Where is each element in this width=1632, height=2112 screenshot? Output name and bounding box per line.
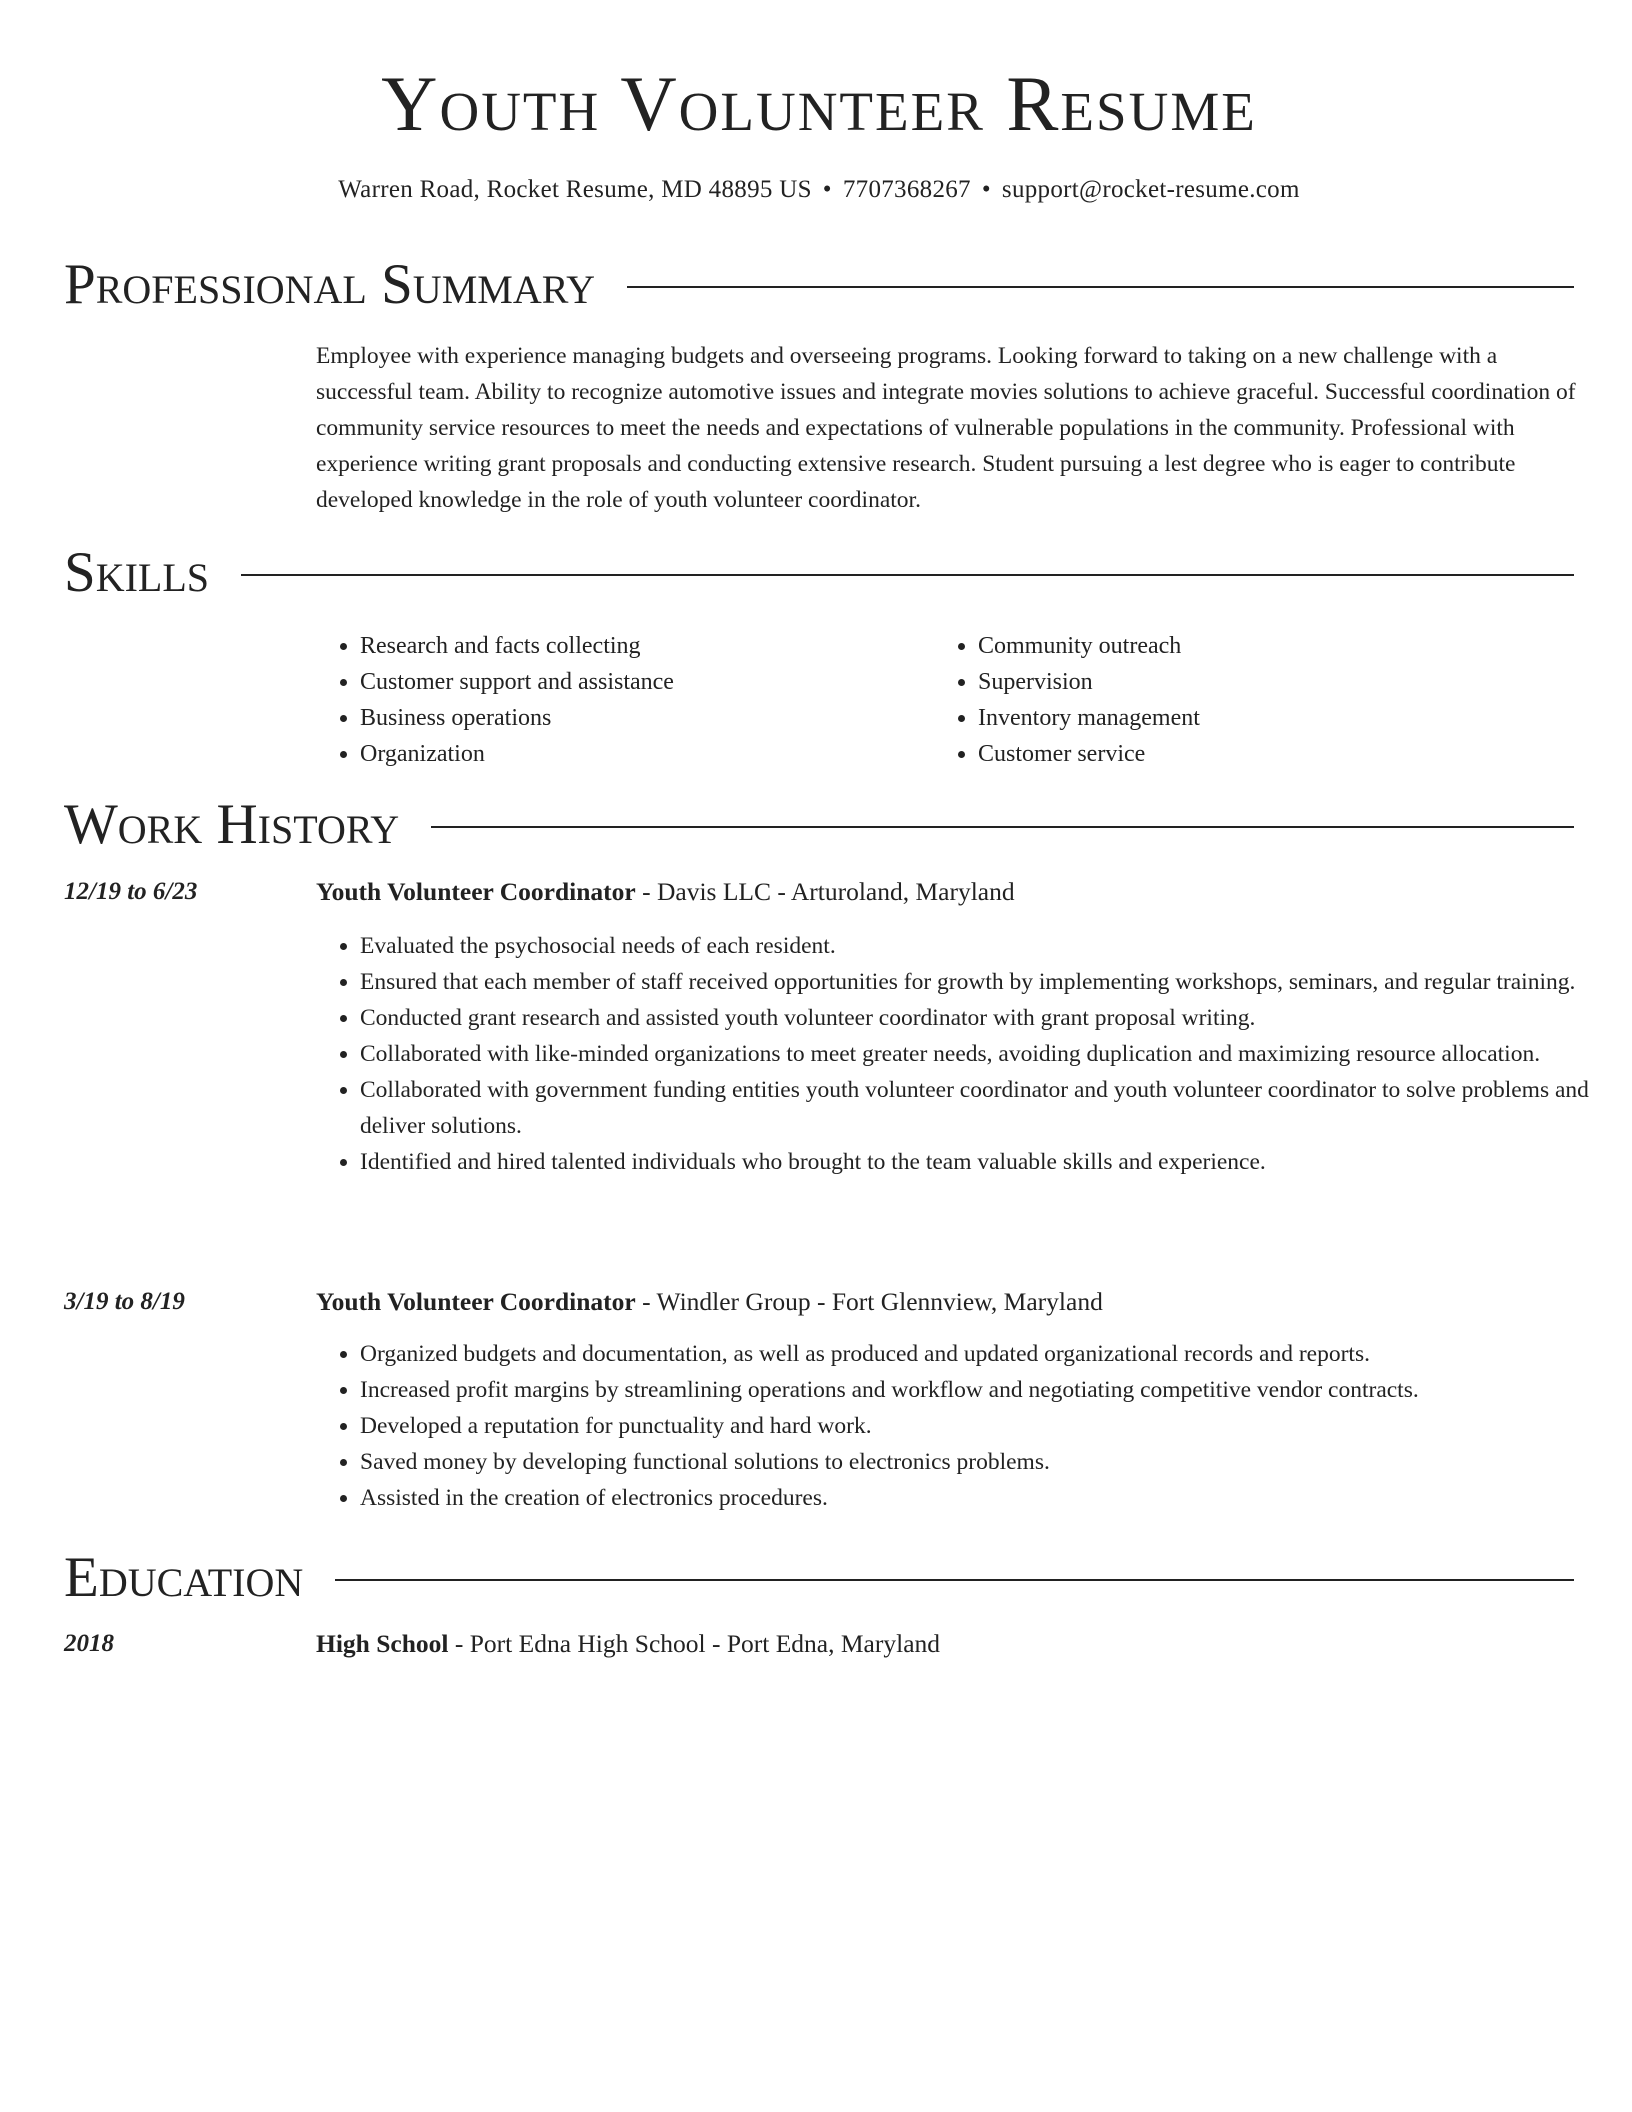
section-header-summary xyxy=(64,250,1574,320)
job-title: Youth Volunteer Coordinator xyxy=(316,1287,636,1316)
skill-item: • Research and facts collecting xyxy=(360,628,934,664)
section-divider xyxy=(627,286,1574,288)
summary-text: Employee with experience managing budgets and overseeing programs. Looking forward to taking on a new challenge with a successful team. Ability to recognize automotive issues and integrate movies solutions to achieve graceful. Successful coordination of community service resources to meet the needs and expectations of vulnerable populations in the community. Professional with experience writing grant proposals and conducting extensive research. Student pursuing a lest degree who is eager to contribute developed knowledge in the role of youth volunteer coordinator. xyxy=(316,343,1576,513)
job-bullets xyxy=(316,1336,1622,1516)
skill-item: • Supervision xyxy=(978,664,1578,700)
contact-separator: • xyxy=(981,176,991,203)
job-company-location: - Davis LLC - Arturoland, Maryland xyxy=(635,877,1015,906)
contact-line xyxy=(64,172,1574,208)
skill-item: • Customer service xyxy=(978,736,1578,772)
job-header xyxy=(316,874,1015,910)
job-bullet: • Identified and hired talented individuals who brought to the team valuable skills and experience. xyxy=(360,1144,1622,1180)
skill-item: • Customer support and assistance xyxy=(360,664,934,700)
education-header xyxy=(316,1626,940,1662)
section-divider xyxy=(241,574,1574,576)
skill-item: • Community outreach xyxy=(978,628,1578,664)
contact-phone: 7707368267 xyxy=(842,176,971,203)
job-company-location: - Windler Group - Fort Glennview, Maryland xyxy=(635,1287,1103,1316)
job-bullets xyxy=(316,928,1622,1180)
job-dates: 3/19 to 8/19 xyxy=(64,1288,185,1315)
job-header xyxy=(316,1284,1103,1320)
section-divider xyxy=(335,1579,1574,1581)
job-bullet: • Ensured that each member of staff received opportunities for growth by implementing workshops, seminars, and regular training. xyxy=(360,964,1622,1000)
job-bullet: • Collaborated with government funding entities youth volunteer coordinator and youth volunteer coordinator to solve problems and deliver solutions. xyxy=(360,1072,1622,1144)
job-bullet: • Developed a reputation for punctuality and hard work. xyxy=(360,1408,1622,1444)
section-title-education: Education xyxy=(64,1546,304,1609)
resume-title: Youth Volunteer Resume xyxy=(381,60,1257,147)
job-bullet: • Increased profit margins by streamlining operations and workflow and negotiating competitive vendor contracts. xyxy=(360,1372,1622,1408)
job-bullet: • Saved money by developing functional solutions to electronics problems. xyxy=(360,1444,1622,1480)
skill-item: • Inventory management xyxy=(978,700,1578,736)
section-title-work: Work History xyxy=(64,793,400,856)
education-year: 2018 xyxy=(64,1630,114,1657)
skills-column-2 xyxy=(934,628,1578,772)
section-header-education xyxy=(64,1543,1574,1613)
job-bullet: • Organized budgets and documentation, as well as produced and updated organizational records and reports. xyxy=(360,1336,1622,1372)
job-bullet: • Conducted grant research and assisted youth volunteer coordinator with grant proposal writing. xyxy=(360,1000,1622,1036)
job-bullet: • Assisted in the creation of electronics procedures. xyxy=(360,1480,1622,1516)
education-degree: High School xyxy=(316,1629,449,1658)
section-title-summary: Professional Summary xyxy=(64,253,596,316)
job-title: Youth Volunteer Coordinator xyxy=(316,877,636,906)
skill-item: • Business operations xyxy=(360,700,934,736)
contact-address: Warren Road, Rocket Resume, MD 48895 US xyxy=(338,176,812,203)
skill-item: • Organization xyxy=(360,736,934,772)
job-bullet: • Evaluated the psychosocial needs of each resident. xyxy=(360,928,1622,964)
skills-column-1 xyxy=(316,628,934,772)
job-bullet: • Collaborated with like-minded organizations to meet greater needs, avoiding duplication and maximizing resource allocation. xyxy=(360,1036,1622,1072)
section-header-work xyxy=(64,790,1574,860)
section-header-skills xyxy=(64,538,1574,608)
section-title-skills: Skills xyxy=(64,541,210,604)
skills-list xyxy=(316,628,1578,772)
contact-separator: • xyxy=(822,176,832,203)
contact-email: support@rocket-resume.com xyxy=(1001,176,1300,203)
education-school-location: - Port Edna High School - Port Edna, Maryland xyxy=(448,1629,941,1658)
job-dates: 12/19 to 6/23 xyxy=(64,878,198,905)
section-divider xyxy=(431,826,1574,828)
